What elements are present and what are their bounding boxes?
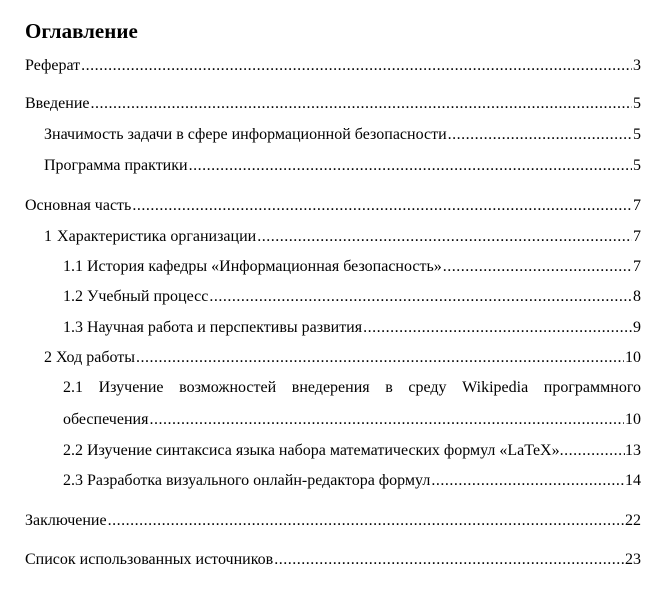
dot-leader <box>257 226 632 248</box>
toc-page-number: 8 <box>633 288 641 305</box>
dot-leader <box>209 286 632 308</box>
toc-entry-text: Основная часть <box>25 197 132 214</box>
toc-page-number: 23 <box>625 551 641 568</box>
dot-leader <box>136 347 624 369</box>
toc-page-number: 5 <box>633 157 641 174</box>
dot-leader <box>363 317 632 339</box>
toc-entry-work-progress[interactable] <box>0 347 667 369</box>
toc-entry-research-work[interactable] <box>0 317 667 339</box>
toc-entry-text: Список использованных источников <box>25 551 274 568</box>
dot-leader <box>431 470 624 492</box>
toc-entry-text-line2: обеспечения <box>63 411 149 428</box>
toc-page-number: 5 <box>633 126 641 143</box>
toc-entry-text: Введение <box>25 95 90 112</box>
toc-entry-text: 2.2 Изучение синтаксиса языка набора математических формул «LaTeX» <box>63 442 560 459</box>
toc-entry-practice-program[interactable] <box>0 155 667 177</box>
dot-leader <box>274 549 624 571</box>
toc-entry-text: 2 Ход работы <box>44 349 135 366</box>
toc-entry-conclusion[interactable] <box>0 510 667 532</box>
toc-entry-task-significance[interactable] <box>0 124 667 146</box>
dot-leader <box>108 510 624 532</box>
dot-leader <box>560 440 625 462</box>
toc-page-number: 14 <box>625 472 641 489</box>
dot-leader <box>448 124 632 146</box>
toc-entry-latex-syntax[interactable] <box>0 440 667 462</box>
toc-entry-formula-editor[interactable] <box>0 470 667 492</box>
toc-entry-text: Характеристика организации <box>57 228 257 245</box>
toc-entry-text: 1.3 Научная работа и перспективы развития <box>63 319 363 336</box>
toc-entry-text-line1: 2.1 Изучение возможностей внедерения в среду Wikipedia программного <box>63 379 641 396</box>
toc-entry-references[interactable] <box>0 549 667 571</box>
toc-title: Оглавление <box>25 19 138 43</box>
toc-entry-text: 1.2 Учебный процесс <box>63 288 209 305</box>
dot-leader <box>443 256 632 278</box>
toc-page-number: 3 <box>633 57 641 74</box>
dot-leader <box>81 55 632 77</box>
toc-entry-text: Значимость задачи в сфере информационной безопасности <box>44 126 447 143</box>
dot-leader <box>91 93 633 115</box>
dot-leader <box>149 409 624 431</box>
toc-page-number: 5 <box>633 95 641 112</box>
toc-entry-text: 2.3 Разработка визуального онлайн-редактора формул <box>63 472 431 489</box>
toc-entry-department-history[interactable] <box>0 256 667 278</box>
toc-entry-number: 1 <box>44 228 52 245</box>
toc-page-number: 7 <box>633 258 641 275</box>
toc-page-number: 10 <box>625 411 641 428</box>
toc-entry-text: Программа практики <box>44 157 188 174</box>
toc-entry-main-part[interactable] <box>0 195 667 217</box>
toc-entry-organization[interactable] <box>0 226 667 248</box>
toc-page-number: 22 <box>625 512 641 529</box>
toc-entry-text: Заключение <box>25 512 107 529</box>
dot-leader <box>132 195 632 217</box>
toc-page-number: 10 <box>625 349 641 366</box>
toc-page-number: 9 <box>633 319 641 336</box>
toc-entry-abstract[interactable] <box>0 55 667 77</box>
dot-leader <box>189 155 632 177</box>
toc-page-number: 13 <box>625 442 641 459</box>
toc-entry-educational-process[interactable] <box>0 286 667 308</box>
toc-entry-text: Реферат <box>25 57 81 74</box>
toc-entry-text: 1.1 История кафедры «Информационная безопасность» <box>63 258 442 275</box>
toc-entry-introduction[interactable] <box>0 93 667 115</box>
toc-page-number: 7 <box>633 228 641 245</box>
toc-page-number: 7 <box>633 197 641 214</box>
